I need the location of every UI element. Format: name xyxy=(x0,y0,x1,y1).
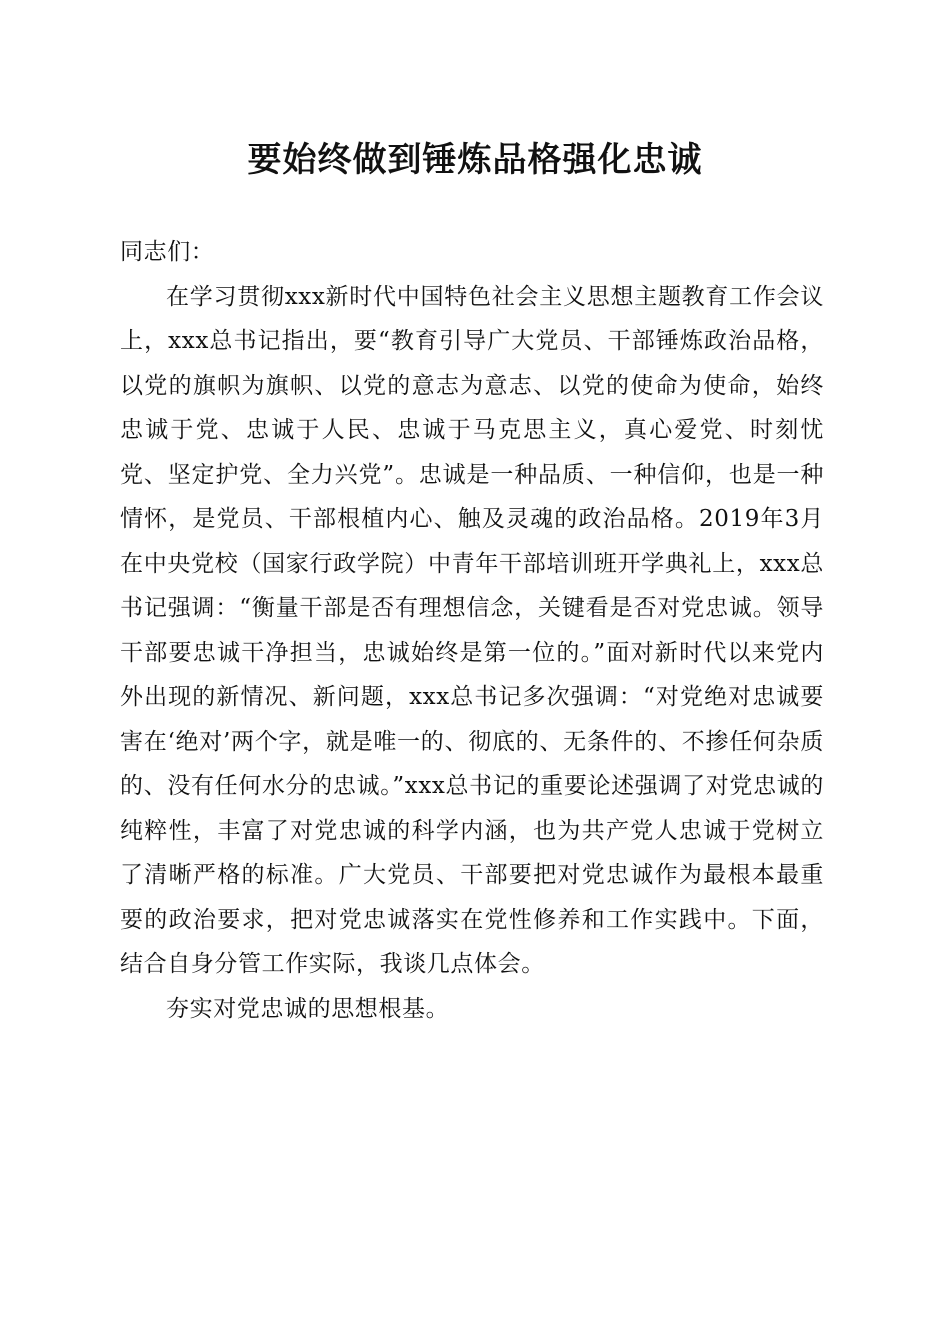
salutation: 同志们： xyxy=(120,239,215,265)
document-title: 要始终做到锤炼品格强化忠诚 xyxy=(247,140,703,180)
body-paragraph: 在学习贯彻xxx新时代中国特色社会主义思想主题教育工作会议上，xxx总书记指出，要“教育引导广大党员、干部锤炼政治品格，以党的旗帜为旗帜、以党的意志为意志、以党的使命为使命，始终忠诚于党、忠诚于人民、忠诚于马克思主义，真心爱党、时刻忧党、坚定护党、全力兴党”。忠诚是一种品质、一种信仰，也是一种情怀，是党员、干部根植内心、触及灵魂的政治品格。2019年3月在中央党校（国家行政学院）中青年干部培训班开学典礼上，xxx总书记强调：“衡量干部是否有理想信念，关键看是否对党忠诚。领导干部要忠诚干净担当，忠诚始终是第一位的。”面对新时代以来党内外出现的新情况、新问题，xxx总书记多次强调：“对党绝对忠诚要害在‘绝对’两个字，就是唯一的、彻底的、无条件的、不掺任何杂质的、没有任何水分的忠诚。”xxx总书记的重要论述强调了对党忠诚的纯粹性，丰富了对党忠诚的科学内涵，也为共产党人忠诚于党树立了清晰严格的标准。广大党员、干部要把对党忠诚作为最根本最重要的政治要求，把对党忠诚落实在党性修养和工作实践中。下面，结合自身分管工作实际，我谈几点体会。 xyxy=(120,283,824,977)
section-heading: 夯实对党忠诚的思想根基。 xyxy=(166,995,450,1022)
document-body xyxy=(120,230,824,1031)
